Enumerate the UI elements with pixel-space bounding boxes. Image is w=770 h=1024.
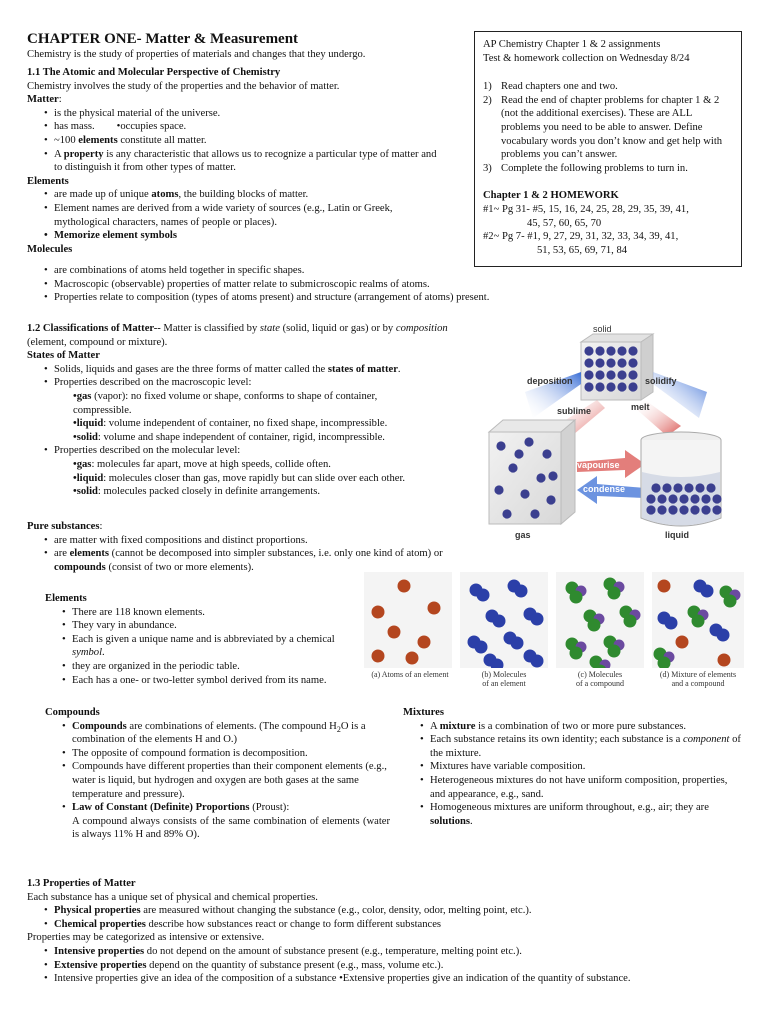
solid-particle xyxy=(617,370,626,379)
atom xyxy=(570,647,583,660)
list-item-continued: A compound always consists of the same combination of elements (water is always 11% H and 89% O). xyxy=(72,815,390,841)
homework-line: #2~ Pg 7- #1, 9, 27, 29, 31, 32, 33, 34, 39, 41, xyxy=(483,231,679,243)
list-item: • A mixture is a combination of two or more pure substances. xyxy=(420,720,745,734)
solid-particle xyxy=(595,358,604,367)
gas-particle xyxy=(520,489,529,498)
section-1-1 xyxy=(27,66,477,256)
label-condense: condense xyxy=(583,484,626,494)
atom xyxy=(676,636,689,649)
sub-item: •liquid: molecules closer than gas, move rapidly but can slide over each other. xyxy=(73,472,406,484)
molecules-label: Molecules xyxy=(27,243,73,255)
list-item: • Each has a one- or two-letter symbol derived from its name. xyxy=(62,674,412,688)
atom xyxy=(515,585,528,598)
liquid-particle xyxy=(668,494,677,503)
solid-particle xyxy=(595,370,604,379)
liquid-particle xyxy=(712,494,721,503)
page-title: CHAPTER ONE- Matter & Measurement xyxy=(27,31,299,47)
solid-particle xyxy=(584,358,593,367)
gas-particle xyxy=(496,441,505,450)
liquid-particle xyxy=(690,494,699,503)
list-item: • Properties described on the macroscopic level: xyxy=(44,376,477,390)
gas-particle xyxy=(530,509,539,518)
list-item: • There are 118 known elements. xyxy=(62,606,365,620)
liquid-particle xyxy=(701,505,710,514)
atom xyxy=(608,645,621,658)
assignment-title: AP Chemistry Chapter 1 & 2 assignments xyxy=(483,39,661,50)
caption-d: (d) Mixture of elements and a compound xyxy=(659,670,737,688)
solid-particle xyxy=(584,346,593,355)
liquid-particle xyxy=(701,494,710,503)
liquid-particle xyxy=(679,505,688,514)
label-solidify: solidify xyxy=(645,376,677,386)
atom xyxy=(531,655,544,668)
list-item: • Intensive properties give an idea of the composition of a substance •Extensive properties give an indication of the quantity of substance. xyxy=(44,972,757,986)
homework-line: 45, 57, 60, 65, 70 xyxy=(527,217,602,229)
liquid-particle xyxy=(662,483,671,492)
solid-particle xyxy=(617,382,626,391)
list-item: • they are organized in the periodic table. xyxy=(62,660,365,674)
label-solid: solid xyxy=(593,324,612,334)
list-item: • Chemical properties describe how substances react or change to form different substances xyxy=(44,918,757,932)
atom xyxy=(388,626,401,639)
solid-cube xyxy=(581,334,653,400)
atom xyxy=(531,613,544,626)
liquid-particle xyxy=(706,483,715,492)
list-item: • Law of Constant (Definite) Proportions (Proust): xyxy=(62,801,390,815)
list-item: • ~100 elements constitute all matter. xyxy=(44,134,477,148)
list-item: • The opposite of compound formation is decomposition. xyxy=(62,747,390,761)
intro-text: Chemistry is the study of properties of materials and changes that they undergo. xyxy=(27,49,366,60)
sub-item: •solid: volume and shape independent of container, rigid, incompressible. xyxy=(73,431,385,443)
liquid-particle xyxy=(651,483,660,492)
list-item: • Extensive properties depend on the quantity of substance present (e.g., mass, volume etc.). xyxy=(44,959,757,973)
states-of-matter-figure xyxy=(485,322,747,546)
solid-particle xyxy=(628,346,637,355)
solid-particle xyxy=(606,346,615,355)
atom xyxy=(475,641,488,654)
label-melt: melt xyxy=(631,402,650,412)
list-item: • Mixtures have variable composition. xyxy=(420,760,745,774)
gas-particle xyxy=(524,437,533,446)
liquid-particle xyxy=(690,505,699,514)
atom xyxy=(418,636,431,649)
assignment-item: 1) Read chapters one and two. xyxy=(483,81,618,93)
atom xyxy=(701,585,714,598)
solid-particle xyxy=(628,370,637,379)
liquid-particle xyxy=(646,505,655,514)
sub-item: •liquid: volume independent of container, no fixed shape, incompressible. xyxy=(73,418,388,430)
liquid-particle xyxy=(668,505,677,514)
gas-particle xyxy=(514,449,523,458)
gas-particle xyxy=(502,509,511,518)
solid-particle xyxy=(584,382,593,391)
section-1-2 xyxy=(27,322,477,499)
elements-label: Elements xyxy=(45,593,87,604)
atom xyxy=(692,615,705,628)
mixtures-block xyxy=(403,706,745,828)
caption-b: (b) Molecules of an element xyxy=(481,670,527,688)
caption-a: (a) Atoms of an element xyxy=(371,670,449,679)
label-gas: gas xyxy=(515,530,531,540)
atom xyxy=(658,580,671,593)
atoms-molecules-panels xyxy=(364,572,748,668)
liquid-particle xyxy=(646,494,655,503)
solid-particle xyxy=(628,382,637,391)
atom xyxy=(428,602,441,615)
atom xyxy=(406,652,419,665)
list-item: • Properties relate to composition (types of atoms present) and structure (arrangement of atoms) present. xyxy=(44,291,744,305)
sub-item: •solid: molecules packed closely in definite arrangements. xyxy=(73,486,321,498)
liquid-particle xyxy=(673,483,682,492)
atom xyxy=(718,654,731,667)
liquid-particle xyxy=(695,483,704,492)
pure-label: Pure substances: xyxy=(27,521,103,532)
body-text: Chemistry involves the study of the properties and the behavior of matter. xyxy=(27,80,340,92)
homework-line: #1~ Pg 31- #5, 15, 16, 24, 25, 28, 29, 35, 39, 41, xyxy=(483,203,689,215)
molecules-list xyxy=(44,264,744,305)
list-item: • A property is any characteristic that allows us to recognize a particular type of matter and to distinguish it from other types of matter. xyxy=(44,148,444,175)
list-item: • Compounds are combinations of elements. (The compound $H_2O$ is a combination of the elements H and O.) xyxy=(62,720,390,747)
atom xyxy=(608,587,621,600)
list-item: • Memorize element symbols xyxy=(44,229,477,243)
section-heading: 1.3 Properties of Matter xyxy=(27,878,136,889)
list-item: • Physical properties are measured without changing the substance (e.g., color, density, odor, melting point, etc.). xyxy=(44,904,757,918)
solid-particle xyxy=(606,358,615,367)
section-heading: 1.2 Classifications of Matter-- Matter is classified by state (solid, liquid or gas) or by composition (element, compound or mixture). xyxy=(27,323,448,348)
list-item: • Macroscopic (observable) properties of matter relate to submicroscopic realms of atoms. xyxy=(44,278,744,292)
list-item: • is the physical material of the universe. xyxy=(44,107,477,121)
caption-c: (c) Molecules of a compound xyxy=(576,670,624,688)
liquid-particle xyxy=(712,505,721,514)
atom xyxy=(493,615,506,628)
matter-label: Matter: xyxy=(27,94,62,106)
assignment-box xyxy=(474,31,742,267)
liquid-beaker xyxy=(641,432,722,526)
atoms-molecules-figure xyxy=(364,572,748,690)
section-1-3 xyxy=(27,877,757,986)
list-item: • Intensive properties do not depend on the amount of substance present (e.g., temperature, melting point etc.). xyxy=(44,945,757,959)
atom xyxy=(372,650,385,663)
list-item: • Each is given a unique name and is abbreviated by a chemical symbol. xyxy=(62,633,362,660)
atom xyxy=(570,591,583,604)
list-item: • Each substance retains its own identity; each substance is a component of the mixture. xyxy=(420,733,745,760)
liquid-particle xyxy=(657,505,666,514)
gas-particle xyxy=(536,473,545,482)
solid-particle xyxy=(617,346,626,355)
atom xyxy=(372,606,385,619)
section-heading: 1.1 The Atomic and Molecular Perspective of Chemistry xyxy=(27,67,281,78)
homework-line: 51, 53, 65, 69, 71, 84 xyxy=(537,244,628,256)
solid-particle xyxy=(584,370,593,379)
atom xyxy=(624,615,637,628)
solid-particle xyxy=(606,370,615,379)
solid-particle xyxy=(595,346,604,355)
elements-block xyxy=(45,592,365,687)
list-item: • are made up of unique atoms, the building blocks of matter. xyxy=(44,188,477,202)
list-item: • Element names are derived from a wide variety of sources (e.g., Latin or Greek, mythological characters, names of people or places). xyxy=(44,202,434,229)
solid-particle xyxy=(606,382,615,391)
list-item: • Heterogeneous mixtures do not have uniform composition, properties, and appearance, e.g., sand. xyxy=(420,774,745,801)
list-item: • Properties described on the molecular level: xyxy=(44,444,477,458)
liquid-particle xyxy=(657,494,666,503)
gas-particle xyxy=(546,495,555,504)
list-item: • are elements (cannot be decomposed into simpler substances, i.e. only one kind of atom) or compounds (consist of two or more elements). xyxy=(44,547,477,574)
atom xyxy=(511,637,524,650)
gas-particle xyxy=(494,485,503,494)
list-item: • Homogeneous mixtures are uniform throughout, e.g., air; they are solutions. xyxy=(420,801,745,828)
gas-container xyxy=(489,420,575,524)
list-item: • are combinations of atoms held together in specific shapes. xyxy=(44,264,744,278)
compounds-block xyxy=(45,706,390,842)
assignment-subtitle: Test & homework collection on Wednesday 8/24 xyxy=(483,52,690,64)
list-item: • They vary in abundance. xyxy=(62,619,365,633)
label-deposition: deposition xyxy=(527,376,573,386)
gas-particle xyxy=(542,449,551,458)
solid-particle xyxy=(628,358,637,367)
sub-item: •gas: molecules far apart, move at high speeds, collide often. xyxy=(73,458,331,470)
atom xyxy=(717,629,730,642)
atom xyxy=(398,580,411,593)
list-item: • Solids, liquids and gases are the three forms of matter called the states of matter. xyxy=(44,363,477,377)
gas-particle xyxy=(548,471,557,480)
label-vapourise: vapourise xyxy=(577,460,620,470)
atom xyxy=(665,617,678,630)
list-item: • Compounds have different properties than their component elements (e.g., water is liquid, but hydrogen and oxygen are both gases at the same temperature and pressure). xyxy=(62,760,390,801)
assignment-item: 2) Read the end of chapter problems for chapter 1 & 2 (not the additional exercises). These are ALL problems you need to be able to answer. Define vocabulary words you don’t know and get help with problems you can’t answer. xyxy=(483,94,723,161)
body-text: Properties may be categorized as intensive or extensive. xyxy=(27,932,265,944)
liquid-particle xyxy=(679,494,688,503)
label-liquid: liquid xyxy=(665,530,689,540)
elements-label: Elements xyxy=(27,175,69,187)
assignment-item: 3) Complete the following problems to turn in. xyxy=(483,162,688,174)
label-sublime: sublime xyxy=(557,406,592,416)
homework-title: Chapter 1 & 2 HOMEWORK xyxy=(483,190,619,202)
liquid-particle xyxy=(684,483,693,492)
sub-item: •gas (vapor): no fixed volume or shape, conforms to shape of container, compressible. xyxy=(73,390,378,416)
solid-particle xyxy=(617,358,626,367)
solid-particle xyxy=(595,382,604,391)
atom xyxy=(588,619,601,632)
atom xyxy=(477,589,490,602)
atom xyxy=(724,595,737,608)
mixtures-label: Mixtures xyxy=(403,707,444,718)
body-text: Each substance has a unique set of physical and chemical properties. xyxy=(27,891,318,903)
list-item: • has mass. •occupies space. xyxy=(44,120,477,134)
compounds-label: Compounds xyxy=(45,707,100,718)
pure-substances xyxy=(27,520,477,574)
states-label: States of Matter xyxy=(27,350,100,362)
list-item: • are matter with fixed compositions and distinct proportions. xyxy=(44,534,477,548)
gas-particle xyxy=(508,463,517,472)
